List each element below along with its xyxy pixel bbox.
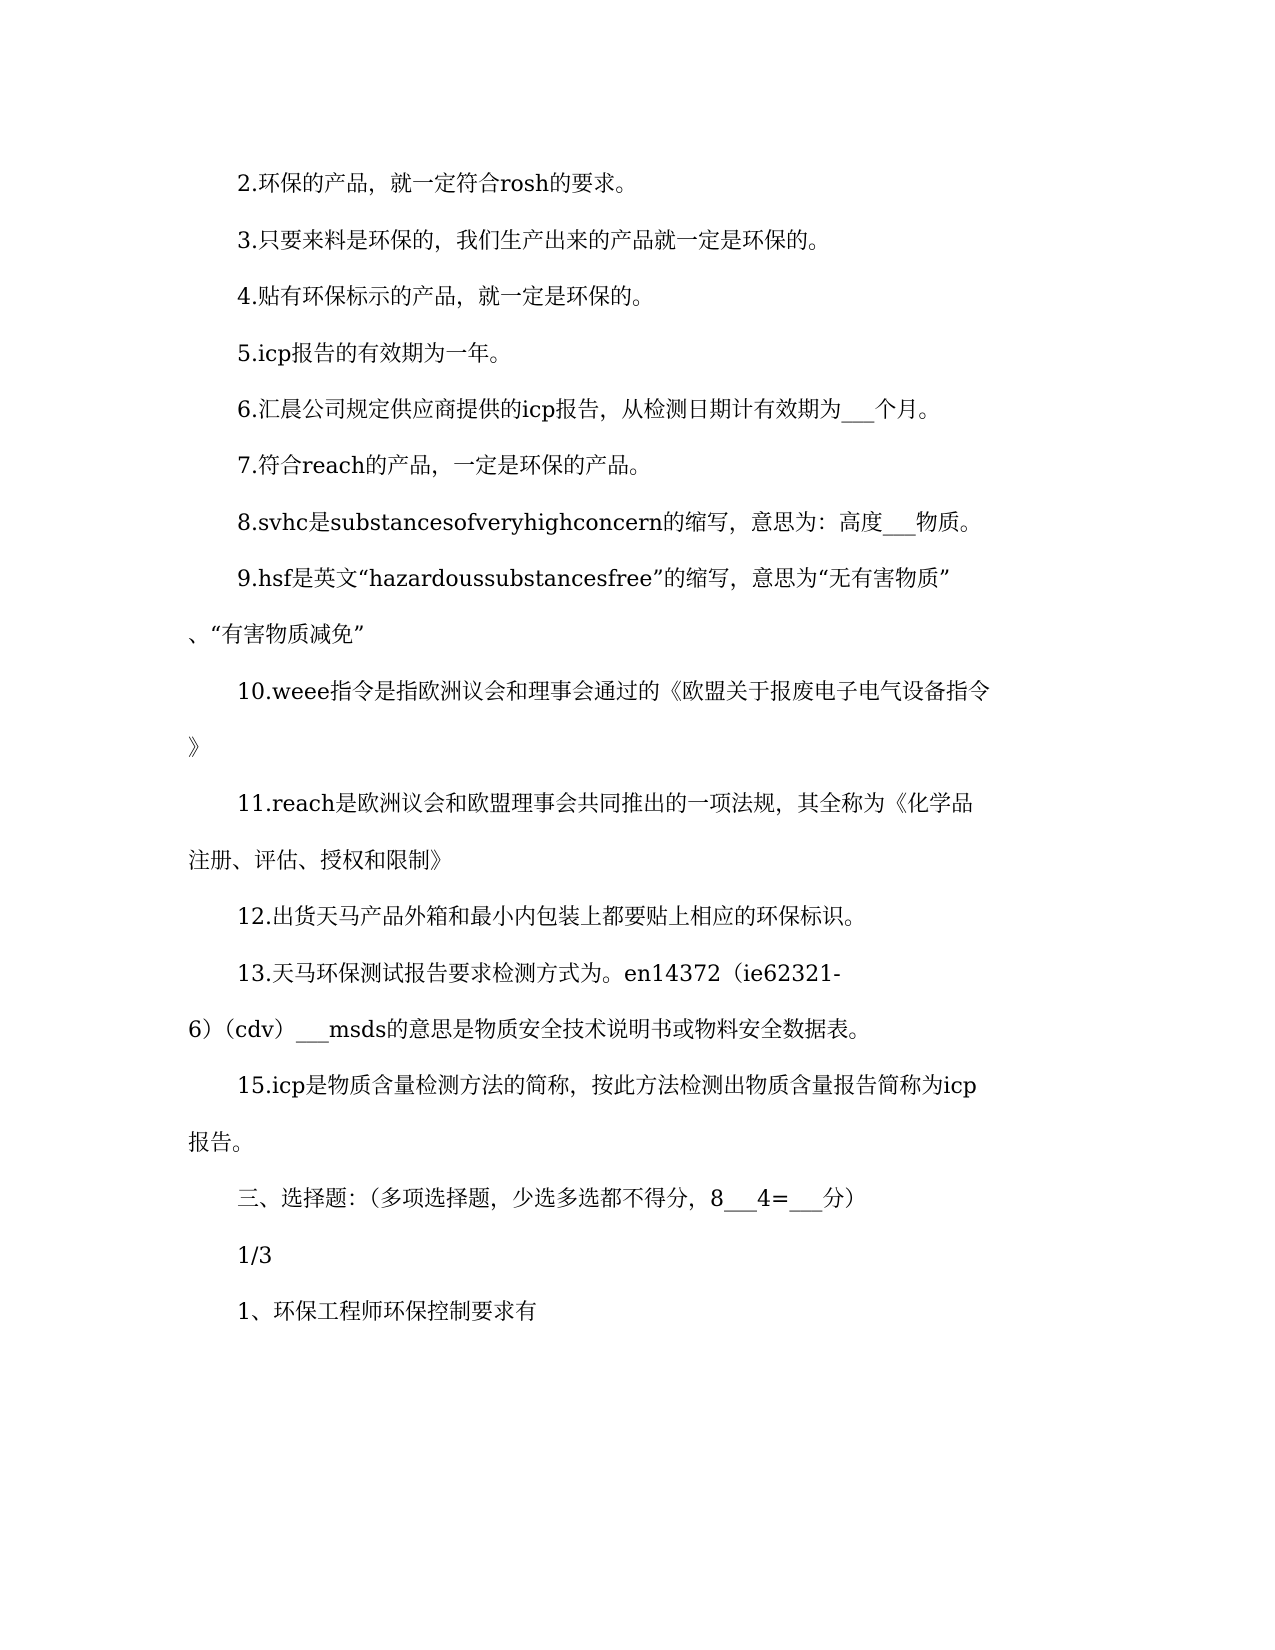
question-1: 1、环保工程师环保控制要求有 (237, 1300, 537, 1325)
statement-2: 2.环保的产品，就一定符合rosh的要求。 (237, 172, 638, 197)
statement-10: 10.weee指令是指欧洲议会和理事会通过的《欧盟关于报废电子电气设备指令 (237, 680, 990, 705)
statement-15: 15.icp是物质含量检测方法的简称，按此方法检测出物质含量报告简称为icp (237, 1074, 977, 1099)
statement-4: 4.贴有环保标示的产品，就一定是环保的。 (237, 285, 654, 310)
statement-12: 12.出货天马产品外箱和最小内包装上都要贴上相应的环保标识。 (237, 905, 866, 930)
statement-9: 9.hsf是英文“hazardoussubstancesfree”的缩写，意思为“无有害物质” (237, 567, 951, 592)
statement-9-continued: 、“有害物质减免” (188, 623, 365, 648)
statement-6: 6.汇晨公司规定供应商提供的icp报告，从检测日期计有效期为___个月。 (237, 398, 941, 423)
section-heading-multiple-choice: 三、选择题：（多项选择题，少选多选都不得分，8___4=___分） (237, 1187, 867, 1212)
statement-10-continued: 》 (188, 736, 211, 761)
statement-11: 11.reach是欧洲议会和欧盟理事会共同推出的一项法规，其全称为《化学品 (237, 792, 974, 817)
page-number: 1/3 (237, 1244, 273, 1269)
statement-8: 8.svhc是substancesofveryhighconcern的缩写，意思为：高度___物质。 (237, 511, 982, 536)
statement-3: 3.只要来料是环保的，我们生产出来的产品就一定是环保的。 (237, 229, 830, 254)
statement-15-continued: 报告。 (188, 1131, 255, 1156)
statement-11-continued: 注册、评估、授权和限制》 (188, 849, 453, 874)
statement-13-continued: 6）（cdv）___msds的意思是物质安全技术说明书或物料安全数据表。 (188, 1018, 871, 1043)
statement-7: 7.符合reach的产品，一定是环保的产品。 (237, 454, 652, 479)
statement-5: 5.icp报告的有效期为一年。 (237, 342, 512, 367)
statement-13: 13.天马环保测试报告要求检测方式为。en14372（ie62321- (237, 962, 841, 987)
